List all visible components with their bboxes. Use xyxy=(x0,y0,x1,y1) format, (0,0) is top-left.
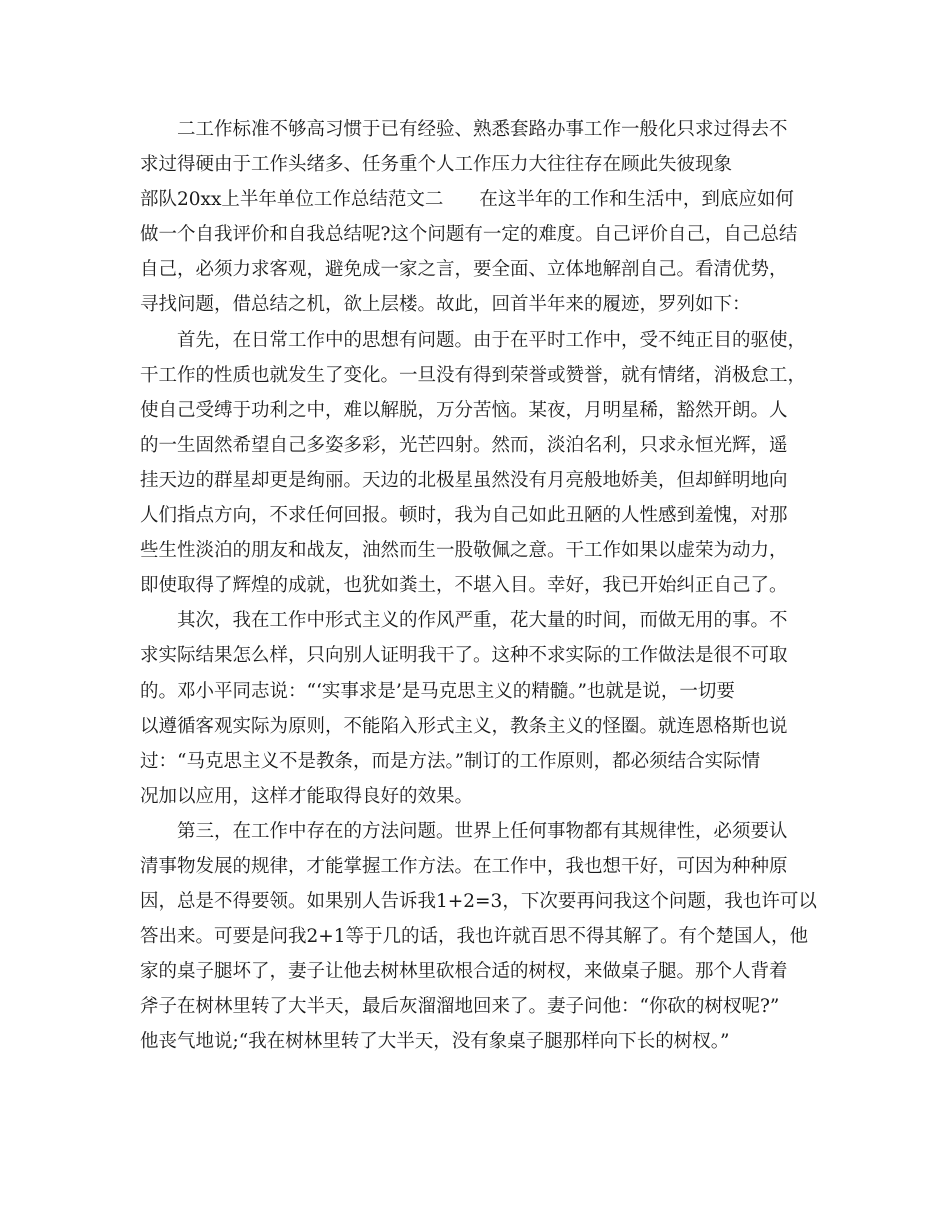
text-line: 过：“马克思主义不是教条，而是方法。”制订的工作原则，都必须结合实际情 xyxy=(140,750,761,772)
text-line: 的一生固然希望自己多姿多彩，光芒四射。然而，淡泊名利，只求永恒光辉，遥 xyxy=(140,434,788,456)
text-line: 他丧气地说;“我在树林里转了大半天，没有象桌子腿那样向下长的树杈。” xyxy=(140,1031,730,1053)
text-line: 些生性淡泊的朋友和战友，油然而生一股敬佩之意。干工作如果以虚荣为动力， xyxy=(140,540,788,562)
section-heading: 部队20xx上半年单位工作总结范文二 xyxy=(140,189,444,211)
text-line xyxy=(140,182,820,217)
text-line: 即使取得了辉煌的成就，也犹如粪土，不堪入目。幸好，我已开始纠正自己了。 xyxy=(140,575,788,597)
text-line: 人们指点方向，不求任何回报。顿时，我为自己如此丑陋的人性感到羞愧，对那 xyxy=(140,505,788,527)
text-line: 家的桌子腿坏了，妻子让他去树林里砍根合适的树杈，来做桌子腿。那个人背着 xyxy=(140,961,788,983)
section-intro-text: 在这半年的工作和生活中，到底应如何 xyxy=(479,189,794,211)
text-line: 干工作的性质也就发生了变化。一旦没有得到荣誉或赞誉，就有情绪，消极怠工， xyxy=(140,364,807,386)
text-line: 其次，我在工作中形式主义的作风严重，花大量的时间，而做无用的事。不 xyxy=(177,610,788,632)
text-line: 答出来。可要是问我2+1等于几的话，我也许就百思不得其解了。有个楚国人，他 xyxy=(140,926,809,948)
text-line: 二工作标准不够高习惯于已有经验、熟悉套路办事工作一般化只求过得去不 xyxy=(177,119,788,140)
text-line: 使自己受缚于功利之中，难以解脱，万分苦恼。某夜，月明星稀，豁然开朗。人 xyxy=(140,399,788,421)
text-line: 清事物发展的规律，才能掌握工作方法。在工作中，我也想干好，可因为种种原 xyxy=(140,855,788,877)
text-line: 挂天边的群星却更是绚丽。天边的北极星虽然没有月亮般地娇美，但却鲜明地向 xyxy=(140,469,788,491)
text-line: 斧子在树林里转了大半天，最后灰溜溜地回来了。妻子问他：“你砍的树杈呢?” xyxy=(140,996,780,1018)
text-line: 自己，必须力求客观，避免成一家之言，要全面、立体地解剖自己。看清优势， xyxy=(140,259,788,281)
text-line: 因，总是不得要领。如果别人告诉我1+2=3，下次要再问我这个问题，我也许可以 xyxy=(140,891,817,913)
document-body xyxy=(140,112,820,1060)
text-line: 况加以应用，这样才能取得良好的效果。 xyxy=(140,785,474,807)
text-line: 的。邓小平同志说：“‘实事求是’是马克思主义的精髓。”也就是说，一切要 xyxy=(140,680,735,702)
text-line: 寻找问题，借总结之机，欲上层楼。故此，回首半年来的履迹，罗列如下： xyxy=(140,294,751,316)
text-line: 求过得硬由于工作头绪多、任务重个人工作压力大往往存在顾此失彼现象 xyxy=(140,154,733,176)
text-line: 做一个自我评价和自我总结呢?这个问题有一定的难度。自己评价自己，自己总结 xyxy=(140,224,798,246)
text-line: 第三，在工作中存在的方法问题。世界上任何事物都有其规律性，必须要认 xyxy=(177,820,788,842)
text-line: 首先，在日常工作中的思想有问题。由于在平时工作中，受不纯正目的驱使， xyxy=(177,329,807,351)
text-line: 以遵循客观实际为原则，不能陷入形式主义，教条主义的怪圈。就连恩格斯也说 xyxy=(140,715,788,737)
text-line: 求实际结果怎么样，只向别人证明我干了。这种不求实际的工作做法是很不可取 xyxy=(140,645,788,667)
